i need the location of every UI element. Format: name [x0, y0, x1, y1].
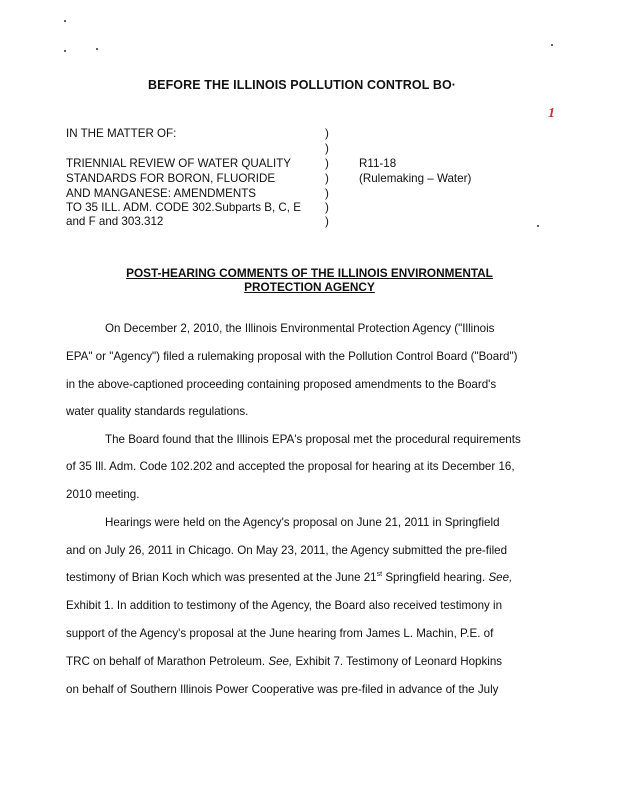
- caption-paren: ): [325, 172, 329, 185]
- scan-speck: [537, 225, 539, 227]
- page-mark: 1: [548, 106, 555, 121]
- body-line: of 35 Ill. Adm. Code 102.202 and accepted the proposal for hearing at its December 16,: [66, 460, 515, 473]
- body-line: Exhibit 1. In addition to testimony of the Agency, the Board also received testimony in: [66, 599, 503, 612]
- docket-number: R11-18: [359, 157, 397, 170]
- caption-paren: ): [325, 201, 329, 214]
- body-line: 2010 meeting.: [66, 488, 140, 501]
- scan-speck: [96, 48, 98, 50]
- caption-subject-line: TRIENNIAL REVIEW OF WATER QUALITY: [66, 157, 292, 170]
- caption-paren: ): [325, 215, 329, 228]
- caption-paren: ): [325, 157, 329, 170]
- body-line: EPA" or "Agency") filed a rulemaking proposal with the Pollution Control Board ("Board"): [66, 350, 518, 363]
- caption-subject-line: AND MANGANESE: AMENDMENTS: [66, 187, 257, 200]
- document-title: POST-HEARING COMMENTS OF THE ILLINOIS ENVIRONMENTAL: [126, 266, 493, 280]
- caption-subject-line: TO 35 ILL. ADM. CODE 302.Subparts B, C, E: [66, 201, 301, 214]
- body-line: testimony of Brian Koch which was presented at the June 21st Springfield hearing. See,: [66, 571, 513, 584]
- document-title: PROTECTION AGENCY: [244, 280, 375, 294]
- body-line: Hearings were held on the Agency's proposal on June 21, 2011 in Springfield: [105, 516, 500, 529]
- caption-paren: ): [325, 187, 329, 200]
- matter-label: IN THE MATTER OF:: [66, 127, 177, 140]
- scan-speck: [64, 50, 66, 52]
- body-line: The Board found that the Illinois EPA's proposal met the procedural requirements: [105, 433, 521, 446]
- caption-paren: ): [325, 142, 329, 155]
- body-line: in the above-captioned proceeding containing proposed amendments to the Board's: [66, 378, 497, 391]
- scan-speck: [64, 20, 66, 22]
- body-line: water quality standards regulations.: [66, 405, 249, 418]
- docket-type: (Rulemaking – Water): [359, 172, 472, 185]
- caption-subject-line: STANDARDS FOR BORON, FLUORIDE: [66, 172, 276, 185]
- caption-subject-line: and F and 303.312: [66, 215, 164, 228]
- scan-speck: [551, 44, 553, 46]
- body-line: and on July 26, 2011 in Chicago. On May 23, 2011, the Agency submitted the pre-filed: [66, 544, 508, 557]
- body-line: on behalf of Southern Illinois Power Cooperative was pre-filed in advance of the July: [66, 683, 499, 696]
- body-line: TRC on behalf of Marathon Petroleum. See, Exhibit 7. Testimony of Leonard Hopkins: [66, 655, 503, 668]
- body-line: support of the Agency's proposal at the June hearing from James L. Machin, P.E. of: [66, 627, 494, 640]
- body-line: On December 2, 2010, the Illinois Environmental Protection Agency ("Illinois: [105, 322, 495, 335]
- caption-paren: ): [325, 127, 329, 140]
- board-header-title: BEFORE THE ILLINOIS POLLUTION CONTROL BO·: [148, 78, 457, 92]
